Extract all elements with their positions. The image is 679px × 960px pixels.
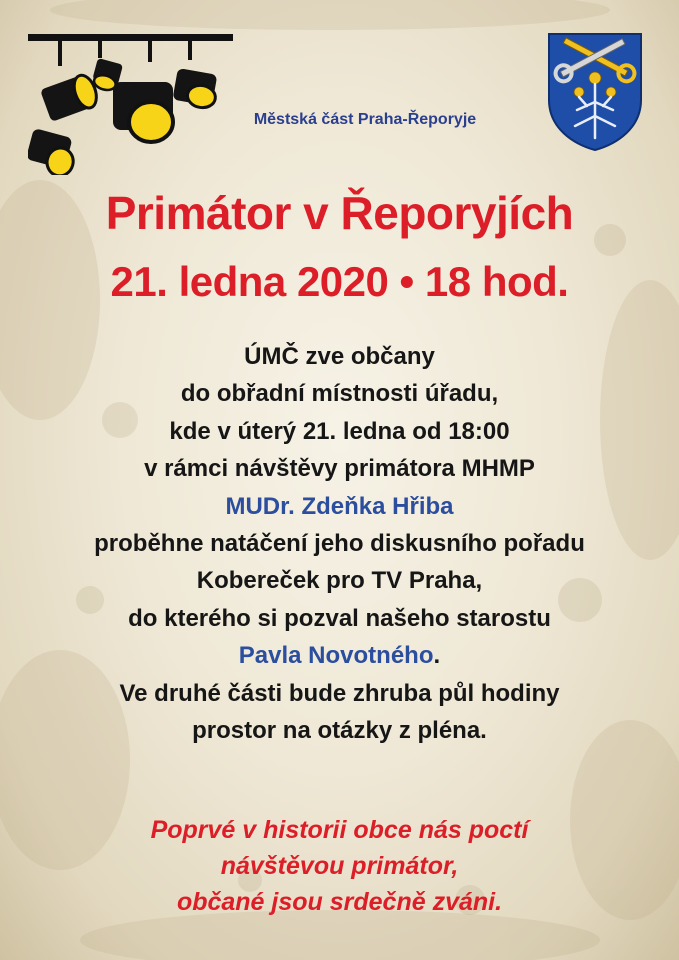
coat-of-arms-icon [545, 30, 645, 152]
body-line: ÚMČ zve občany [244, 343, 435, 370]
period: . [433, 642, 441, 670]
body-line: do obřadní místnosti úřadu, [180, 380, 499, 408]
closing-note [0, 812, 679, 920]
district-name: Městská část Praha-Řeporyje [253, 111, 477, 128]
body-line: kde v úterý 21. ledna od 18:00 [169, 417, 510, 445]
body-line: proběhne natáčení jeho diskusního pořadu [94, 530, 585, 558]
body-line: Kobereček pro TV Praha, [196, 567, 483, 595]
mayor-name: MUDr. Zdeňka Hřiba [225, 492, 454, 520]
event-date: 21. ledna 2020 • 18 hod. [110, 258, 569, 305]
stage-lights-icon [28, 30, 238, 175]
body-line: v rámci návštěvy primátora MHMP [144, 455, 535, 483]
closing-line: návštěvou primátor, [220, 852, 459, 880]
invitation-text [0, 338, 679, 749]
body-line: Ve druhé části bude zhruba půl hodiny [119, 679, 560, 707]
body-line: prostor na otázky z pléna. [192, 717, 487, 745]
closing-line: občané jsou srdečně zváni. [176, 888, 503, 916]
page-title: Primátor v Řeporyjích [105, 187, 574, 239]
local-mayor-name: Pavla Novotného [238, 642, 434, 670]
body-line-starosta [0, 637, 679, 674]
closing-line: Poprvé v historii obce nás poctí [150, 816, 529, 844]
body-line: do kterého si pozval našeho starostu [128, 604, 551, 632]
